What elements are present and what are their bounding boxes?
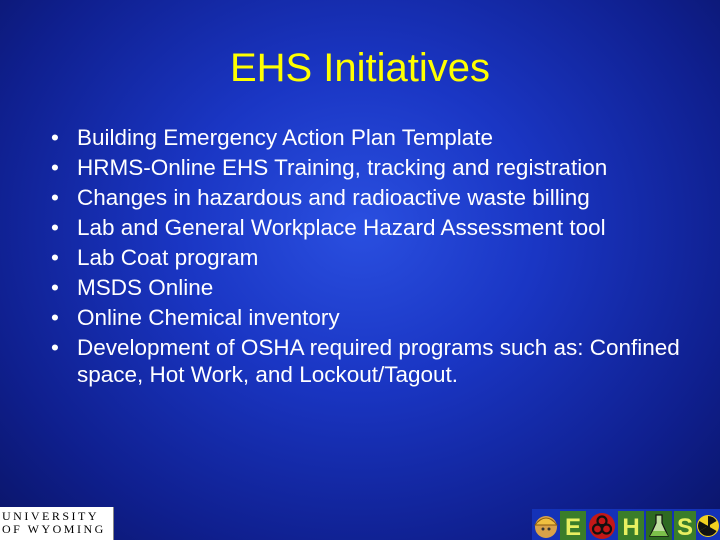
flask-icon (646, 511, 672, 540)
biohazard-icon (589, 513, 615, 539)
bullet-list (0, 124, 690, 391)
bullet-item: • Changes in hazardous and radioactive waste billing (0, 184, 690, 211)
university-logo-line2: OF WYOMING (2, 522, 106, 536)
ehs-letter-h: H (622, 514, 640, 540)
university-logo-line1: UNIVERSITY (2, 509, 99, 523)
university-of-wyoming-logo (0, 507, 114, 540)
slide-title: EHS Initiatives (229, 46, 491, 90)
ehs-letter-e: E (564, 514, 582, 540)
ehs-letter-s: S (676, 514, 694, 540)
bullet-item: • HRMS-Online EHS Training, tracking and registration (0, 154, 690, 181)
bullet-item: • Development of OSHA required programs such as: Confined space, Hot Work, and Lockout/Tagout. (0, 334, 690, 388)
bullet-item: • Online Chemical inventory (0, 304, 690, 331)
radiation-icon (697, 515, 719, 537)
ehs-logo (532, 509, 720, 540)
hard-hat-icon (535, 516, 557, 538)
bullet-item: • Lab and General Workplace Hazard Assessment tool (0, 214, 690, 241)
bullet-item: • Building Emergency Action Plan Template (0, 124, 690, 151)
bullet-item: • Lab Coat program (0, 244, 690, 271)
bullet-item: • MSDS Online (0, 274, 690, 301)
